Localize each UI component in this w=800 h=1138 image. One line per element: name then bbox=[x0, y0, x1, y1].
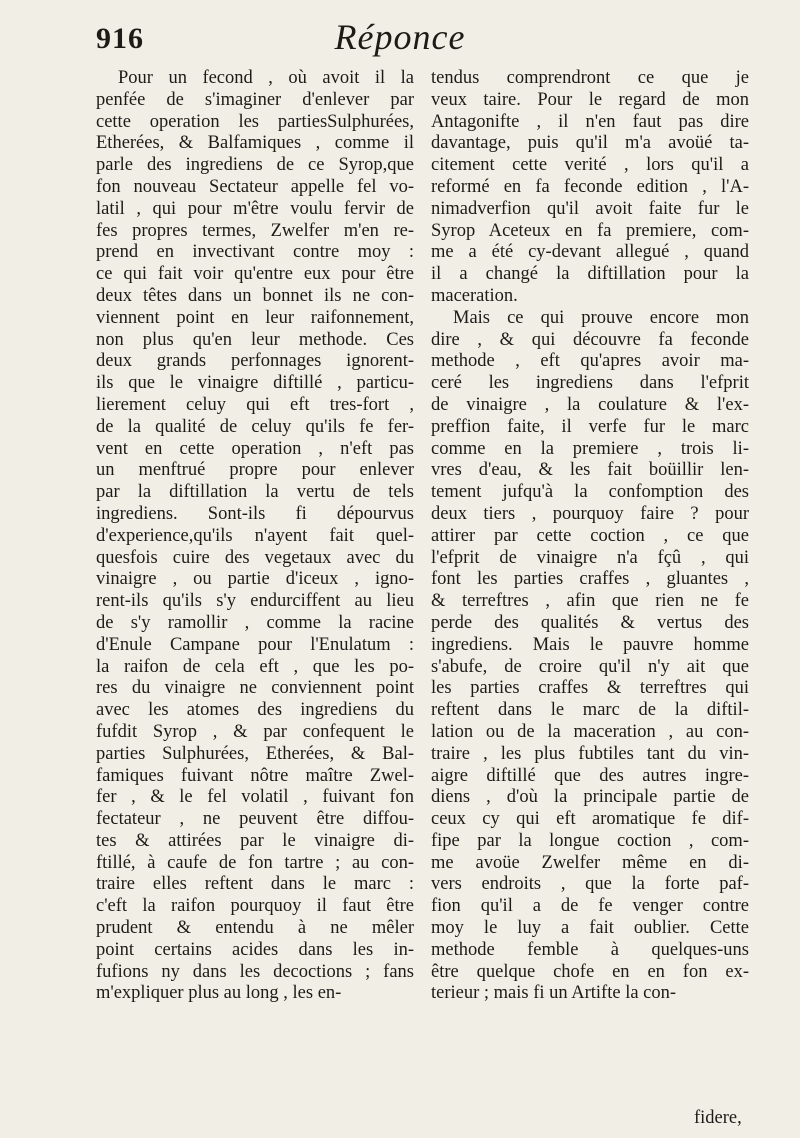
text-line: me avoüe Zwelfer même en di- bbox=[431, 852, 749, 873]
text-line: vinaigre , ou partie d'iceux , igno- bbox=[96, 569, 414, 590]
text-line: de la qualité de celuy qu'ils fe fer- bbox=[96, 416, 414, 437]
text-line: parle des ingrediens de ce Syrop,que bbox=[96, 155, 414, 176]
text-line: vers endroits , que la forte paf- bbox=[431, 874, 749, 895]
text-line: penfée de s'imaginer d'enlever par bbox=[96, 89, 414, 110]
text-line: fon nouveau Sectateur appelle fel vo- bbox=[96, 176, 414, 197]
text-line: l'efprit de vinaigre n'a fçû , qui bbox=[431, 547, 749, 568]
text-line: traire , les plus fubtiles tant du vin- bbox=[431, 743, 749, 764]
left-text-column bbox=[96, 68, 414, 1005]
text-line: cette operation les partiesSulphurées, bbox=[96, 111, 414, 132]
text-line: la raifon de cela eft , que les po- bbox=[96, 656, 414, 677]
text-line: lation ou de la maceration , au con- bbox=[431, 721, 749, 742]
catchword: fidere, bbox=[694, 1108, 742, 1128]
text-line: traire elles reftent dans le marc : bbox=[96, 874, 414, 895]
text-line: fectateur , ne peuvent être diffou- bbox=[96, 809, 414, 830]
text-line: latil , qui pour m'être voulu fervir de bbox=[96, 198, 414, 219]
text-line: preffion faite, il verfe fur le marc bbox=[431, 416, 749, 437]
text-line: tendus comprendront ce que je bbox=[431, 68, 749, 88]
text-line: famiques fuivant nôtre maître Zwel- bbox=[96, 765, 414, 786]
text-line: comme en la premiere , trois li- bbox=[431, 438, 749, 459]
text-line: veux taire. Pour le regard de mon bbox=[431, 89, 749, 110]
text-line: & terreftres , afin que rien ne fe bbox=[431, 591, 749, 612]
text-line: Syrop Aceteux en fa premiere, com- bbox=[431, 220, 749, 241]
text-line: point certains acides dans les in- bbox=[96, 939, 414, 960]
text-line: diens , d'où la principale partie de bbox=[431, 787, 749, 808]
text-line: ceré les ingrediens dans l'efprit bbox=[431, 373, 749, 394]
text-line: moy le luy a fait oublier. Cette bbox=[431, 918, 749, 939]
text-line: lierement celuy qui eft tres-fort , bbox=[96, 394, 414, 415]
text-line: reformé en fa feconde edition , l'A- bbox=[431, 176, 749, 197]
text-line: Pour un fecond , où avoit il la bbox=[118, 68, 414, 88]
text-line: deux tiers , pourquoy faire ? pour bbox=[431, 503, 749, 524]
text-line: ftillé, à caufe de fon tartre ; au con- bbox=[96, 852, 414, 873]
text-line: prudent & entendu à ne mêler bbox=[96, 918, 414, 939]
text-line: parties Sulphurées, Etherées, & Bal- bbox=[96, 743, 414, 764]
text-line: tement jufqu'à la confomption des bbox=[431, 482, 749, 503]
text-line: davantage, puis qu'il m'a avoüé ta- bbox=[431, 133, 749, 154]
text-line: methode , eft qu'apres avoir ma- bbox=[431, 351, 749, 372]
text-line: avec les atomes des ingrediens du bbox=[96, 700, 414, 721]
text-line: un menftrué propre pour enlever bbox=[96, 460, 414, 481]
text-line: deux têtes dans un bonnet ils ne con- bbox=[96, 285, 414, 306]
text-line: aigre diftillé que des autres ingre- bbox=[431, 765, 749, 786]
text-line: fipe par la longue coction , com- bbox=[431, 830, 749, 851]
text-line: c'eft la raifon pourquoy il faut être bbox=[96, 896, 414, 917]
page-number: 916 bbox=[96, 22, 144, 55]
text-line: de s'y ramollir , comme la racine bbox=[96, 612, 414, 633]
running-head: Réponce bbox=[334, 17, 466, 57]
text-line: maceration. bbox=[431, 285, 518, 306]
text-line: d'experience,qu'ils n'ayent fait quel- bbox=[96, 525, 414, 546]
text-line: citement cette verité , lors qu'il a bbox=[431, 155, 749, 176]
text-line: font les parties craffes , gluantes , bbox=[431, 569, 749, 590]
text-line: viennent point en leur raifonnement, bbox=[96, 307, 414, 328]
text-line: d'Enule Campane pour l'Enulatum : bbox=[96, 634, 414, 655]
text-line: terieur ; mais fi un Artifte la con- bbox=[431, 983, 677, 1004]
text-line: ce qui fait voir qu'entre eux pour être bbox=[96, 264, 414, 285]
text-line: Etherées, & Balfamiques , comme il bbox=[96, 133, 414, 154]
text-line: methode femble à quelques-uns bbox=[431, 939, 749, 960]
text-line: rent-ils qu'ils s'y endurciffent au lieu bbox=[96, 591, 414, 612]
text-line: de vinaigre , la coulature & l'ex- bbox=[431, 394, 749, 415]
text-line: s'abufe, de croire qu'il n'y ait que bbox=[431, 656, 749, 677]
text-line: quesfois cuire des vegetaux avec du bbox=[96, 547, 414, 568]
text-line: ingrediens. Mais le pauvre homme bbox=[431, 634, 749, 655]
text-line: ceux cy qui eft aromatique fe dif- bbox=[431, 809, 749, 830]
text-line: fufions ny dans les decoctions ; fans bbox=[96, 961, 414, 982]
text-line: Antagonifte , il n'en faut pas dire bbox=[431, 111, 749, 132]
text-line: par la diftillation la vertu de tels bbox=[96, 482, 414, 503]
text-line: perde des qualités & vertus des bbox=[431, 612, 749, 633]
text-line: tes & attirées par le vinaigre di- bbox=[96, 830, 414, 851]
text-line: dire , & qui découvre fa feconde bbox=[431, 329, 749, 350]
text-line: fion qu'il a de fe venger contre bbox=[431, 896, 749, 917]
text-line: prend en invectivant contre moy : bbox=[96, 242, 414, 263]
text-line: deux grands perfonnages ignorent- bbox=[96, 351, 414, 372]
text-line: les parties craffes & terreftres qui bbox=[431, 678, 749, 699]
text-line: attirer par cette coction , ce que bbox=[431, 525, 749, 546]
text-line: res du vinaigre ne conviennent point bbox=[96, 678, 414, 699]
text-line: nimadverfion qu'il avoit faite fur le bbox=[431, 198, 749, 219]
text-line: me a été cy-devant allegué , quand bbox=[431, 242, 749, 263]
text-line: fufdit Syrop , & par confequent le bbox=[96, 721, 414, 742]
text-line: reftent dans le marc de la diftil- bbox=[431, 700, 749, 721]
text-line: être quelque chofe en en fon ex- bbox=[431, 961, 749, 982]
text-line: fes propres termes, Zwelfer m'en re- bbox=[96, 220, 414, 241]
text-line: vres d'eau, & les fait boüillir len- bbox=[431, 460, 749, 481]
right-text-column bbox=[431, 68, 749, 1005]
text-line: m'expliquer plus au long , les en- bbox=[96, 983, 342, 1004]
text-line: non plus qu'en leur methode. Ces bbox=[96, 329, 414, 350]
text-line: vent en cette operation , n'eft pas bbox=[96, 438, 414, 459]
text-line: il a changé la diftillation pour la bbox=[431, 264, 749, 285]
text-line: ils que le vinaigre diftillé , particu- bbox=[96, 373, 414, 394]
text-line: Mais ce qui prouve encore mon bbox=[453, 307, 749, 328]
text-line: ingrediens. Sont-ils fi dépourvus bbox=[96, 503, 414, 524]
text-line: fer , & le fel volatil , fuivant fon bbox=[96, 787, 414, 808]
